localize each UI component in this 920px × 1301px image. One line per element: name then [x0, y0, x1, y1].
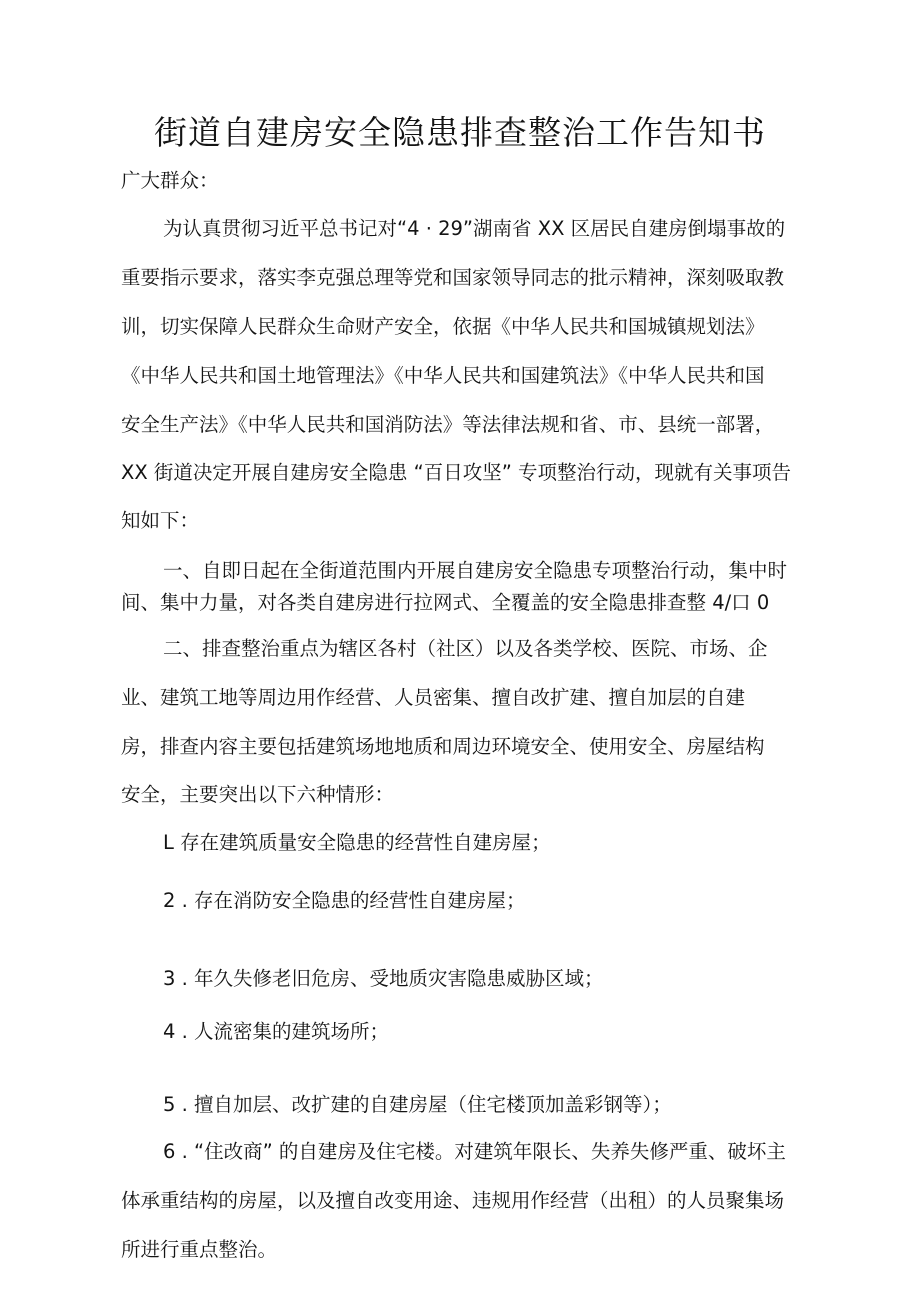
list-item: 5 . 擅自加层、改扩建的自建房屋（住宅楼顶加盖彩钢等）；	[163, 1093, 672, 1116]
intro-line: 为认真贯彻习近平总书记对“4 · 29”湖南省 XX 区居民自建房倒塌事故的	[163, 217, 786, 240]
section2-line: 业、建筑工地等周边用作经营、人员密集、擅自改扩建、擅自加层的自建	[121, 686, 746, 709]
section1-line: 一、自即日起在全街道范围内开展自建房安全隐患专项整治行动，集中时	[163, 559, 788, 582]
intro-line: 安全生产法》《中华人民共和国消防法》等法律法规和省、市、县统一部署，	[121, 413, 775, 436]
intro-line: 知如下：	[121, 509, 200, 532]
list-item: 6 . “住改商” 的自建房及住宅楼。对建筑年限长、失养失修严重、破坏主	[163, 1140, 786, 1163]
intro-line: 重要指示要求，落实李克强总理等党和国家领导同志的批示精神，深刻吸取教	[121, 266, 785, 289]
section2-line: 房，排查内容主要包括建筑场地地质和周边环境安全、使用安全、房屋结构	[121, 735, 765, 758]
section2-line: 二、排查整治重点为辖区各村（社区）以及各类学校、医院、市场、企	[163, 637, 768, 660]
list-item: 2 . 存在消防安全隐患的经营性自建房屋；	[163, 889, 526, 912]
list-item: 体承重结构的房屋，以及擅自改变用途、违规用作经营（出租）的人员聚集场	[121, 1189, 785, 1212]
list-item: 所进行重点整治。	[121, 1238, 278, 1261]
list-item: 4 . 人流密集的建筑场所；	[163, 1020, 390, 1043]
section2-line: 安全，主要突出以下六种情形：	[121, 783, 395, 806]
intro-line: 《中华人民共和国土地管理法》《中华人民共和国建筑法》《中华人民共和国	[121, 364, 765, 387]
list-item: 3 . 年久失修老旧危房、受地质灾害隐患威胁区域；	[163, 967, 604, 990]
document-title: 街道自建房安全隐患排查整治工作告知书	[154, 113, 766, 152]
section1-line: 间、集中力量，对各类自建房进行拉网式、全覆盖的安全隐患排查整 4/口 0	[121, 591, 770, 614]
salutation: 广大群众：	[121, 169, 219, 192]
intro-line: XX 街道决定开展自建房安全隐患 “百日攻坚” 专项整治行动，现就有关事项告	[121, 461, 792, 484]
list-item: L 存在建筑质量安全隐患的经营性自建房屋；	[163, 831, 551, 854]
intro-line: 训，切实保障人民群众生命财产安全，依据《中华人民共和国城镇规划法》	[121, 315, 765, 338]
